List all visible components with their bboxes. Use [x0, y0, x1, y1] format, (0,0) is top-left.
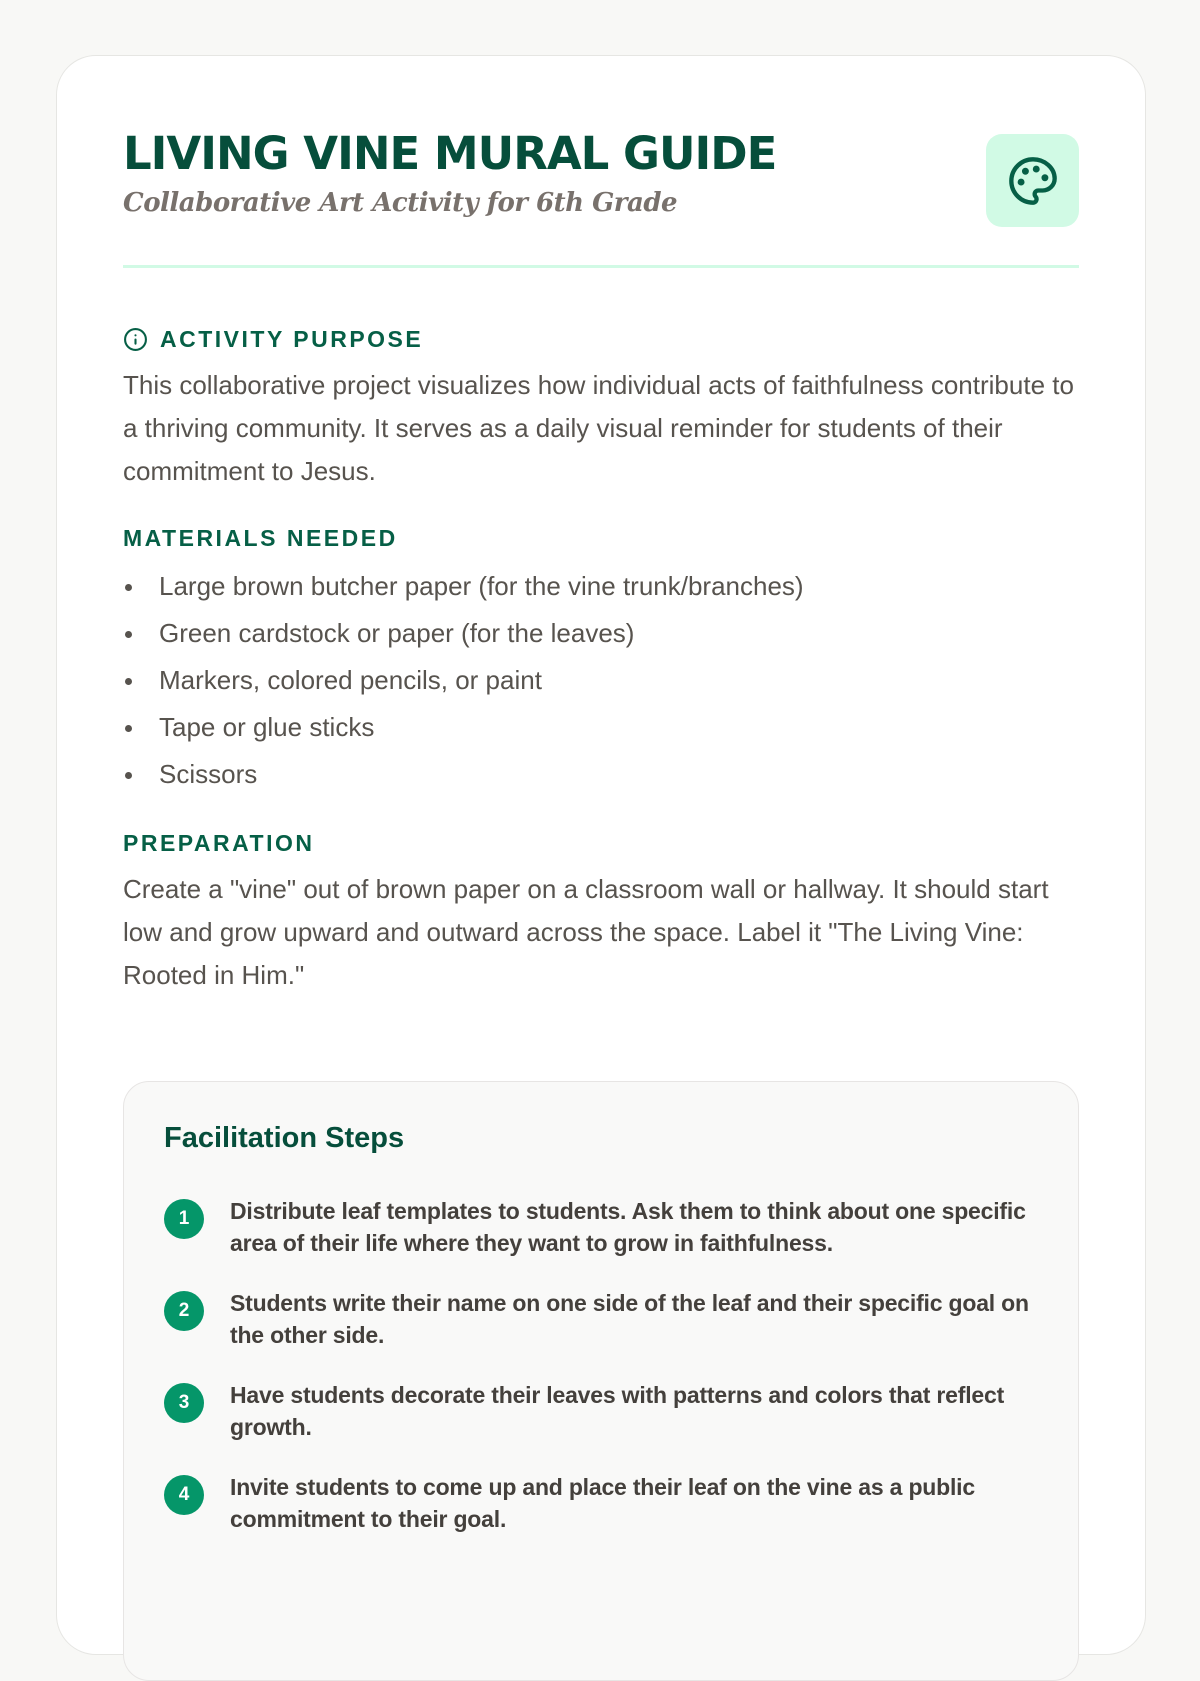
step-item: [164, 1471, 1038, 1535]
purpose-heading-text: ACTIVITY PURPOSE: [160, 325, 424, 352]
list-item: Scissors: [123, 751, 1079, 798]
step-number-badge: 1: [164, 1199, 204, 1239]
facilitation-heading: Facilitation Steps: [164, 1122, 405, 1154]
list-item: Markers, colored pencils, or paint: [123, 657, 1079, 704]
preparation-text: Create a "vine" out of brown paper on a classroom wall or hallway. It should start low and grow upward and outward across the space. Label it "The Living Vine: Rooted in Him.": [123, 874, 1049, 990]
materials-list: [123, 563, 1079, 798]
purpose-text: This collaborative project visualizes how individual acts of faithfulness contribute to a thriving community. It serves as a daily visual reminder for students of their commitment to Jesus.: [123, 370, 1074, 486]
purpose-heading: [123, 324, 1079, 354]
page-subtitle: Collaborative Art Activity for 6th Grade: [123, 188, 678, 218]
header: [123, 126, 1079, 268]
palette-icon: [1007, 155, 1059, 207]
step-text: Invite students to come up and place their leaf on the vine as a public commitment to their goal.: [230, 1474, 975, 1532]
step-text: Students write their name on one side of the leaf and their specific goal on the other side.: [230, 1290, 1029, 1348]
step-item: [164, 1195, 1038, 1259]
step-text: Distribute leaf templates to students. Ask them to think about one specific area of their life where they want to grow in faithfulness.: [230, 1198, 1026, 1256]
list-item: Large brown butcher paper (for the vine trunk/branches): [123, 563, 1079, 610]
guide-card: [56, 55, 1146, 1655]
materials-heading: MATERIALS NEEDED: [123, 524, 398, 551]
info-icon: [123, 327, 148, 352]
facilitation-steps-box: [123, 1081, 1079, 1681]
palette-icon-box: [986, 134, 1079, 227]
list-item: Tape or glue sticks: [123, 704, 1079, 751]
step-item: [164, 1379, 1038, 1443]
step-number-badge: 2: [164, 1291, 204, 1331]
step-number-badge: 4: [164, 1475, 204, 1515]
step-item: [164, 1287, 1038, 1351]
page-title: LIVING VINE MURAL GUIDE: [123, 127, 777, 180]
step-number-badge: 3: [164, 1383, 204, 1423]
list-item: Green cardstock or paper (for the leaves): [123, 610, 1079, 657]
step-text: Have students decorate their leaves with patterns and colors that reflect growth.: [230, 1382, 1005, 1440]
preparation-heading: PREPARATION: [123, 829, 315, 856]
